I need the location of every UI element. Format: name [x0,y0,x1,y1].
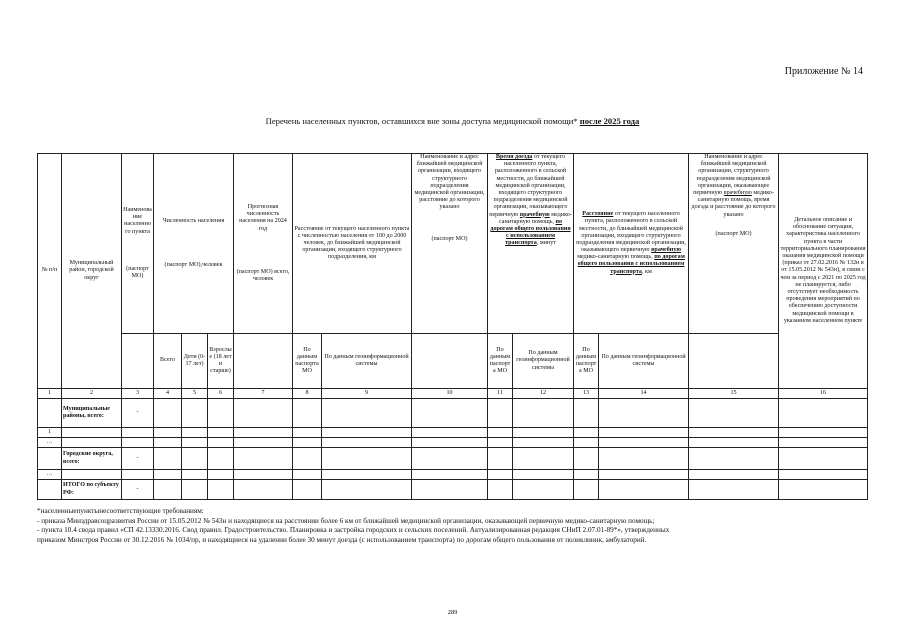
page-number: 289 [447,609,458,616]
cell [208,470,234,480]
subheader-passport-mo: По данным паспорта МО [293,334,322,389]
cell [574,428,599,438]
cell [182,448,208,470]
column-number: 15 [689,389,779,399]
header-settlement-source: (паспорт МО) [126,265,149,279]
header-population-source: (паспорт МО),человек [164,261,223,268]
cell [574,480,599,500]
cell [412,470,488,480]
header-travel-time-u1: Время доезда [495,154,533,160]
header-travel-time-b: медико-санитарную помощь, [498,211,572,225]
cell [689,438,779,448]
header-forecast-name: Прогнозная численность населения на 2024 год [239,203,287,232]
column-numbers-row [38,389,868,399]
cell [322,448,412,470]
cell [689,470,779,480]
cell [322,480,412,500]
cell [154,399,182,428]
cell [513,428,574,438]
row-name [62,438,122,448]
cell [779,399,868,428]
row-num [38,480,62,500]
header-physician-mo-b: медико-санитарную помощь, время доезда и расстояние до которого указано [691,189,776,218]
header-district: Муниципальный район, городской округ [62,154,122,389]
column-number: 11 [488,389,513,399]
cell [599,438,689,448]
cell [574,399,599,428]
cell [293,470,322,480]
row-name: ИТОГО по субъекту РФ: [62,480,122,500]
cell [322,428,412,438]
cell [234,480,293,500]
column-number: 7 [234,389,293,399]
cell [154,428,182,438]
cell [689,399,779,428]
cell [154,448,182,470]
header-road-distance-c: , км [641,268,652,275]
header-distance-mo: Расстояние от текущего населенного пункта с численностью населения от 100 до 2000 человек, до ближайшей медицинской организации, входящего структурного подразделения, км [293,154,412,334]
column-number: 12 [513,389,574,399]
settlements-table [37,153,868,500]
subheader-passport-mo: По данным паспорта МО [488,334,513,389]
header-physician-mo-u: врачебную [723,189,752,196]
row-name: Муниципальные районы, всего: [62,399,122,428]
title-emphasis: после 2025 года [579,116,640,126]
header-settlement-name: Наименование населенного пункта [123,206,152,235]
column-number: 4 [154,389,182,399]
cell [322,470,412,480]
cell [488,470,513,480]
cell [412,399,488,428]
subheader-row [38,334,868,389]
cell [412,438,488,448]
cell [234,399,293,428]
cell [234,470,293,480]
footnote-line: приказом Минстроя России от 30.12.2016 № 1034/пр, и находящиеся на удалении более 30 минут доезда (с использованием транспорта) по дорогам общего пользования от поликлиник, амбулаторий. [37,535,647,544]
column-number: 10 [412,389,488,399]
cell [208,480,234,500]
cell [182,438,208,448]
cell [574,448,599,470]
row-settlement [122,428,154,438]
row-num: … [38,438,62,448]
header-forecast [234,154,293,334]
header-physician-mo [689,154,779,334]
column-number: 9 [322,389,412,399]
subheader-geo-system: По данным геоинформационной системы [599,334,689,389]
cell [779,438,868,448]
cell [513,480,574,500]
table-row [38,448,868,470]
cell [513,438,574,448]
cell [412,480,488,500]
column-number: 16 [779,389,868,399]
row-name [62,428,122,438]
cell [293,428,322,438]
cell [412,448,488,470]
header-travel-time [488,154,574,334]
subheader-passport-mo: По данным паспорта МО [574,334,599,389]
cell [689,480,779,500]
footnotes [37,507,867,545]
subheader-physician-empty [689,334,779,389]
subheader-adults: Взрослые (18 лет и старше) [208,334,234,389]
row-settlement [122,470,154,480]
table-row [38,438,868,448]
cell [234,448,293,470]
row-name [62,470,122,480]
row-settlement [122,438,154,448]
table-row [38,470,868,480]
header-row [38,154,868,334]
subheader-mo-empty [412,334,488,389]
cell [599,428,689,438]
cell [208,428,234,438]
cell [779,480,868,500]
subheader-empty [122,334,154,389]
cell [293,438,322,448]
column-number: 5 [182,389,208,399]
subheader-children: Дети (0-17 лет) [182,334,208,389]
cell [208,399,234,428]
cell [322,399,412,428]
cell [599,399,689,428]
cell [574,470,599,480]
cell [154,438,182,448]
column-number: 13 [574,389,599,399]
row-settlement: - [122,448,154,470]
table-row [38,480,868,500]
column-number: 2 [62,389,122,399]
header-forecast-source: (паспорт МО) всего, человек [236,268,290,282]
column-number: 14 [599,389,689,399]
cell [599,448,689,470]
row-settlement: - [122,399,154,428]
table-row [38,428,868,438]
header-nearest-mo-source: (паспорт МО) [431,235,468,242]
header-nearest-mo-name: Наименование и адрес ближайшей медицинской организации, входящего структурного подразделения медицинской организации, расстояние до которого указано [414,154,485,211]
title-main: Перечень населенных пунктов, оставшихся вне зоны доступа медицинской помощи* [265,116,580,126]
header-travel-time-c: , минут [536,240,556,247]
header-population-name: Численность населения [162,218,225,225]
column-number: 1 [38,389,62,399]
header-road-distance-u1: Расстояние [582,211,614,218]
row-num: 1 [38,428,62,438]
cell [182,399,208,428]
cell [322,438,412,448]
cell [182,428,208,438]
footnote-line: *населенныепунктынесоответствующие требованиям: [37,507,204,515]
cell [208,448,234,470]
cell [488,448,513,470]
cell [779,428,868,438]
cell [599,480,689,500]
page-title [0,116,905,126]
header-travel-time-a: от текущего населенного пункта, расположенного в сельской местности, до ближайшей медицинской организации, входящего структурного подразделения медицинской организации, оказывающего первичную [489,154,568,218]
table-row [38,399,868,428]
cell [293,448,322,470]
row-num [38,399,62,428]
subheader-forecast-empty [234,334,293,389]
row-num: … [38,470,62,480]
cell [689,448,779,470]
header-settlement [122,154,154,334]
header-road-distance-b: медико-санитарную помощь, [577,254,655,261]
footnote-line: - пункта 10.4 свода правил «СП 42.13330.2016. Свод правил. Градостроительство. Планировка и застройка городских и сельских поселений. Актуализированная редакция СНиП 2.07.01-89*», утвержденных [37,526,670,534]
header-road-distance-u2: врачебную [651,247,682,254]
cell [293,480,322,500]
column-number: 6 [208,389,234,399]
header-physician-mo-source: (паспорт МО) [715,230,752,237]
cell [488,480,513,500]
cell [689,428,779,438]
cell [513,470,574,480]
header-travel-time-u2: врачебную [519,211,550,218]
header-population [154,154,234,334]
column-number: 8 [293,389,322,399]
cell [154,470,182,480]
cell [234,428,293,438]
header-description: Детальное описание и обоснование ситуации, характеристика населенного пункта в части территориального планирования оказания медицинской помощи (приказ от 27.02.2016 № 132н в от 15.05.2012 № 543н), в связи с чем за период с 2021 по 2025 год не планируется, либо отсутствует необходимость проведения мероприятий по обеспечению доступности медицинской помощи в указанном населенном пункте [779,154,868,389]
cell [599,470,689,480]
header-road-distance-a: от текущего населенного пункта, расположенного в сельской местности, до ближайшей медицинской организации, входящего структурного подразделения медицинской организации, оказывающего первичную [576,211,686,254]
subheader-total: Всего [154,334,182,389]
footnote-line: - приказа Минздравсоцразвития России от 15.05.2012 № 543н и находящиеся на расстоянии более 6 км от ближайшей медицинской организации, оказывающей первичную медико-санитарную помощь; [37,516,655,525]
header-road-distance [574,154,689,334]
cell [488,399,513,428]
cell [488,438,513,448]
cell [154,480,182,500]
subheader-geo-system: По данным геоинформационной системы [513,334,574,389]
appendix-label: Приложение № 14 [784,66,863,77]
header-nearest-mo [412,154,488,334]
row-name: Городские округа, всего: [62,448,122,470]
header-physician-mo-a: Наименование и адрес ближайшей медицинской организации, структурного подразделения медицинской организации, оказывающее первичную [693,154,771,196]
row-settlement: - [122,480,154,500]
cell [293,399,322,428]
row-num [38,448,62,470]
cell [234,438,293,448]
cell [779,470,868,480]
cell [574,438,599,448]
subheader-geo-system: По данным геоинформационной системы [322,334,412,389]
cell [779,448,868,470]
cell [182,470,208,480]
header-travel-time-u3: по дорогам общего пользования с использованием транспорта [490,218,571,247]
cell [182,480,208,500]
cell [412,428,488,438]
cell [488,428,513,438]
header-road-distance-u3: по дорогам общего пользования с использованием транспорта [577,254,685,275]
cell [513,399,574,428]
header-num: № п/п [38,154,62,389]
cell [513,448,574,470]
cell [208,438,234,448]
column-number: 3 [122,389,154,399]
